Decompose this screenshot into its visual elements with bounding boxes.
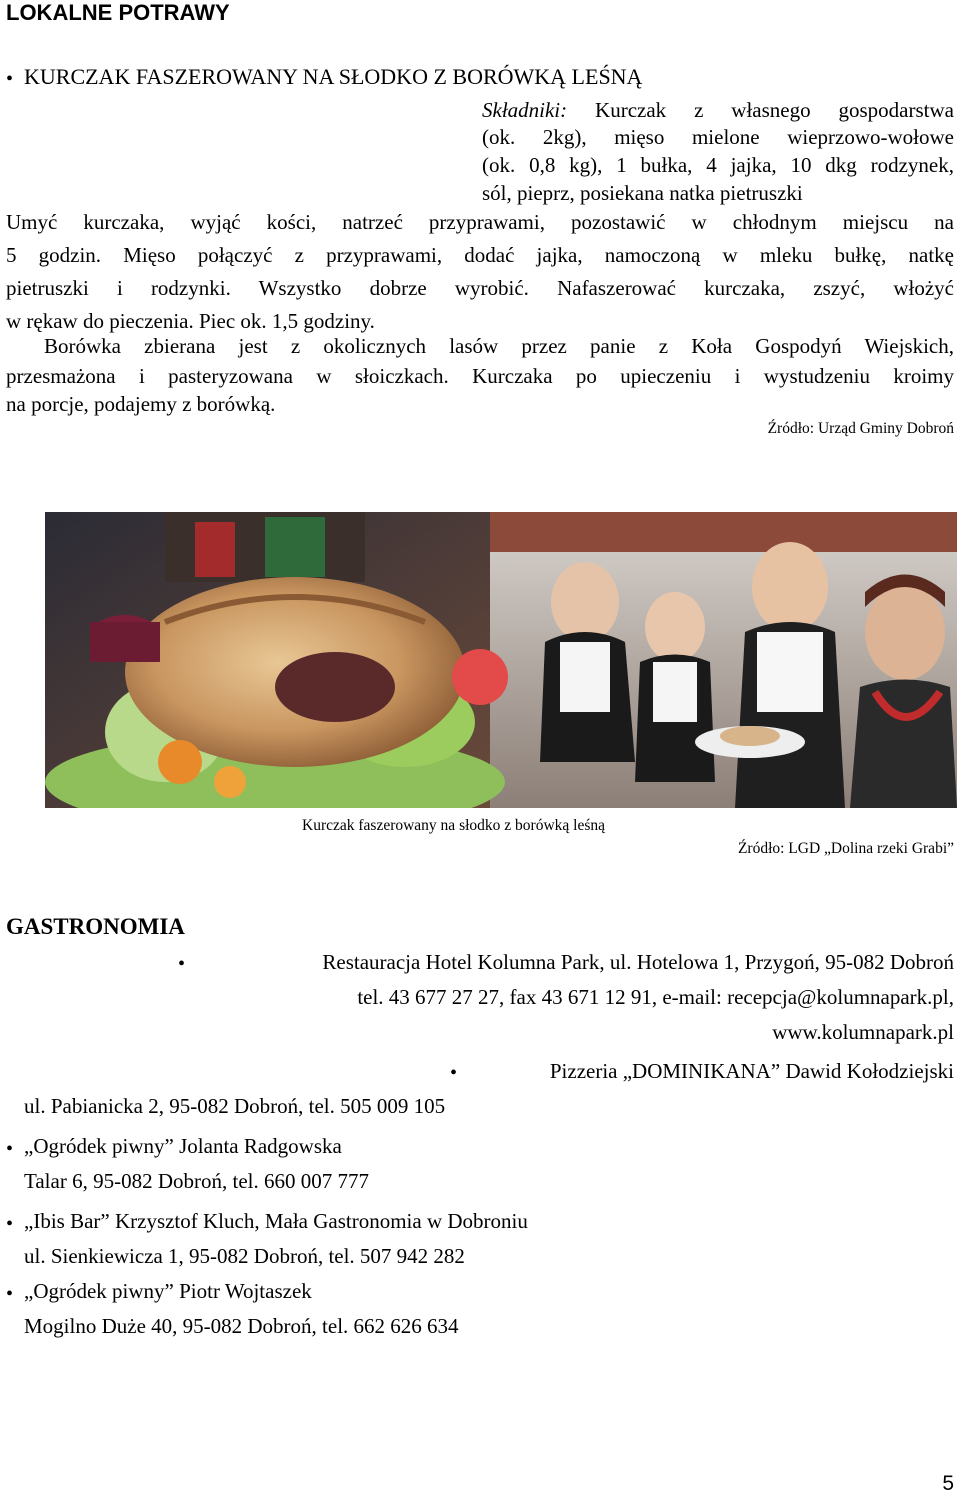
restaurant-3-line-1: „Ogródek piwny” Jolanta Radgowska (24, 1134, 342, 1158)
restaurant-2-line-2: ul. Pabianicka 2, 95-082 Dobroń, tel. 505 009 105 (24, 1094, 446, 1118)
source-note-2: Źródło: LGD „Dolina rzeki Grabi” (737, 840, 954, 857)
restaurant-4-line-2: ul. Sienkiewicza 1, 95-082 Dobroń, tel. 507 942 282 (24, 1244, 465, 1268)
bullet-icon: • (6, 1213, 14, 1235)
restaurant-2-line-1: Pizzeria „DOMINIKANA” Dawid Kołodziejski (549, 1059, 954, 1083)
method-line-5: Borówka zbierana jest z okolicznych lasów przez panie z Koła Gospodyń Wiejskich, (44, 334, 954, 358)
method-line-2: 5 godzin. Mięso połączyć z przyprawami, dodać jajka, namoczoną w mleku bułkę, natkę (6, 243, 954, 267)
restaurant-1-line-3: www.kolumnapark.pl (772, 1020, 954, 1044)
bullet-icon: • (178, 953, 186, 975)
page-number: 5 (942, 1472, 954, 1495)
ingredients-line-2: (ok. 2kg), mięso mielone wieprzowo-wołowe (482, 125, 954, 149)
restaurant-3-line-2: Talar 6, 95-082 Dobroń, tel. 660 007 777 (24, 1169, 369, 1193)
ingredients-text: Kurczak z własnego gospodarstwa (595, 98, 954, 122)
restaurant-4-line-1: „Ibis Bar” Krzysztof Kluch, Mała Gastronomia w Dobroniu (24, 1209, 528, 1233)
restaurant-5-line-1: „Ogródek piwny” Piotr Wojtaszek (24, 1279, 312, 1303)
section-title-gastronomia: GASTRONOMIA (6, 914, 185, 939)
restaurant-1-line-1: Restauracja Hotel Kolumna Park, ul. Hotelowa 1, Przygoń, 95-082 Dobroń (322, 950, 954, 974)
photo-caption: Kurczak faszerowany na słodko z borówką leśną (302, 817, 605, 834)
method-line-6: przesmażona i pasteryzowana w słoiczkach. Kurczaka po upieczeniu i wystudzeniu kroimy (6, 364, 954, 388)
restaurant-5-line-2: Mogilno Duże 40, 95-082 Dobroń, tel. 662 626 634 (24, 1314, 459, 1338)
source-note-1: Źródło: Urząd Gminy Dobroń (767, 420, 954, 437)
bullet-icon: • (450, 1062, 458, 1084)
method-line-1: Umyć kurczaka, wyjąć kości, natrzeć przyprawami, pozostawić w chłodnym miejscu na (6, 210, 954, 234)
dish-title: KURCZAK FASZEROWANY NA SŁODKO Z BORÓWKĄ LEŚNĄ (24, 64, 643, 89)
restaurant-1-line-2: tel. 43 677 27 27, fax 43 671 12 91, e-mail: recepcja@kolumnapark.pl, (357, 985, 954, 1009)
ingredients-line-1 (482, 98, 954, 123)
ingredients-line-4: sól, pieprz, posiekana natka pietruszki (482, 181, 803, 205)
bullet-icon: • (6, 68, 14, 90)
dish-photo (45, 512, 957, 808)
method-line-4: w rękaw do pieczenia. Piec ok. 1,5 godziny. (6, 309, 375, 333)
bullet-icon: • (6, 1138, 14, 1160)
method-line-7: na porcje, podajemy z borówką. (6, 392, 276, 416)
bullet-icon: • (6, 1283, 14, 1305)
ingredients-label: Składniki: (482, 98, 568, 122)
method-line-3: pietruszki i rodzynki. Wszystko dobrze wyrobić. Nafaszerować kurczaka, zszyć, włożyć (6, 276, 954, 300)
section-title-lokalne-potrawy: LOKALNE POTRAWY (6, 0, 230, 25)
ingredients-line-3: (ok. 0,8 kg), 1 bułka, 4 jajka, 10 dkg rodzynek, (482, 153, 954, 177)
